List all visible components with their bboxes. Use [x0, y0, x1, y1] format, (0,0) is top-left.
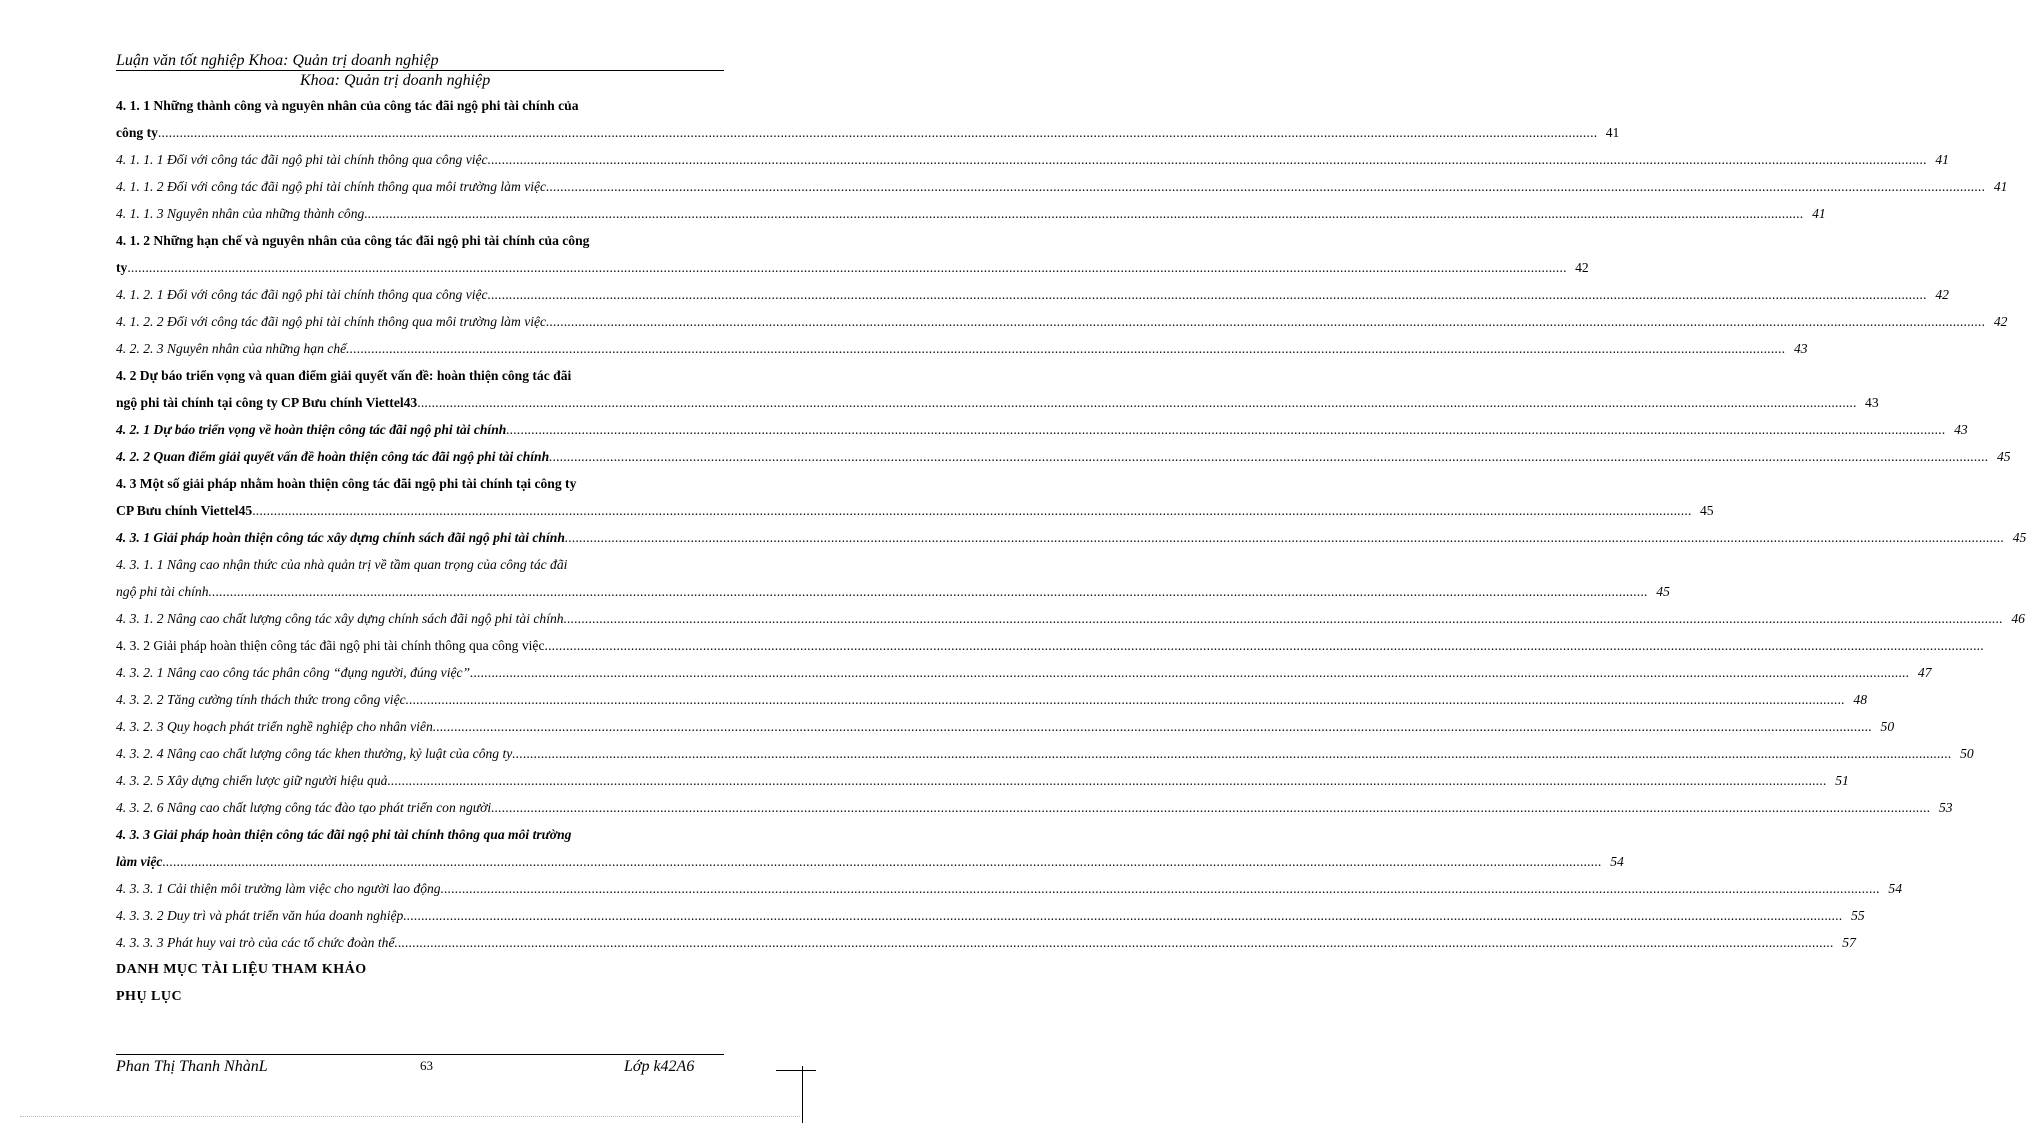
dot-leader: ................................................................................................................................................................................................................................................................................................................................................................................................................ [563, 611, 2003, 626]
dot-leader: ................................................................................................................................................................................................................................................................................................................................................................................................................ [403, 908, 1843, 923]
toc-entry-title: 4. 1. 1. 3 Nguyên nhân của những thành công [116, 206, 365, 221]
toc-entry-line[interactable] [116, 848, 1624, 875]
dot-leader: ................................................................................................................................................................................................................................................................................................................................................................................................................ [157, 125, 1598, 140]
toc-entry-title: 4. 3. 1. 2 Nâng cao chất lượng công tác xây dựng chính sách đãi ngộ phi tài chính [116, 611, 564, 626]
toc-page-number: 54 [1888, 881, 1902, 896]
toc-entry-line[interactable] [116, 821, 756, 848]
toc-entry-title: 4. 1. 1. 1 Đối với công tác đãi ngộ phi tài chính thông qua công việc [116, 152, 488, 167]
toc-page-number: 42 [1993, 314, 2008, 329]
toc-entry-title: 4. 3. 2. 1 Nâng cao công tác phân công “đụng người, đúng việc” [116, 665, 471, 680]
footer-class: Lớp k42A6 [624, 1058, 695, 1075]
dot-leader: ................................................................................................................................................................................................................................................................................................................................................................................................................ [394, 935, 1834, 950]
toc-page-number: 43 [1865, 395, 1879, 410]
footer-rule [116, 1054, 724, 1055]
dot-leader: ................................................................................................................................................................................................................................................................................................................................................................................................................ [252, 503, 1692, 518]
toc-page-number: 55 [1851, 908, 1865, 923]
toc-entry-title: 4. 2 Dự báo triển vọng và quan điểm giải quyết vấn đề: hoàn thiện công tác đãi [116, 368, 572, 383]
header-line-2: Khoa: Quản trị doanh nghiệp [300, 72, 491, 89]
toc-page-number: 53 [1938, 800, 1953, 815]
toc-page-number: 45 [1996, 449, 2011, 464]
toc-entry-title: 4. 2. 1 Dự báo triển vọng về hoàn thiện công tác đãi ngộ phi tài chính [116, 422, 507, 437]
toc-entry-title: 4. 2. 2 Quan điểm giải quyết vấn đề hoàn thiện công tác đãi ngộ phi tài chính [116, 449, 550, 464]
toc-entry-title-cont: làm việc [116, 854, 163, 869]
toc-entry[interactable] [116, 686, 1868, 713]
dot-leader: ................................................................................................................................................................................................................................................................................................................................................................................................................ [549, 449, 1989, 464]
toc-entry[interactable] [116, 173, 2008, 200]
toc-page-number: 47 [1917, 665, 1932, 680]
toc-entry-title-cont: công ty [116, 125, 158, 140]
dot-leader: ................................................................................................................................................................................................................................................................................................................................................................................................................ [546, 179, 1986, 194]
toc-entry-title: 4. 3. 2. 5 Xây dựng chiến lược giữ người hiệu quả [116, 773, 388, 788]
toc-entry-title: 4. 3. 2. 2 Tăng cường tính thách thức trong công việc [116, 692, 406, 707]
dot-leader: ................................................................................................................................................................................................................................................................................................................................................................................................................ [127, 260, 1567, 275]
toc-entry[interactable] [116, 794, 1953, 821]
toc-page-number: 50 [1880, 719, 1895, 734]
toc-entry[interactable] [116, 659, 1932, 686]
toc-entry-title: 4. 3. 1 Giải pháp hoàn thiện công tác xây dựng chính sách đãi ngộ phi tài chính [116, 530, 565, 545]
toc-entry[interactable] [116, 200, 1826, 227]
toc-entry-title: 4. 3. 3. 1 Cải thiện môi trường làm việc cho người lao động [116, 881, 441, 896]
toc-entry[interactable] [116, 308, 2008, 335]
crop-mark-horizontal [776, 1070, 816, 1071]
dot-leader: ................................................................................................................................................................................................................................................................................................................................................................................................................ [364, 206, 1804, 221]
toc-entry[interactable] [116, 335, 1808, 362]
dot-leader: ................................................................................................................................................................................................................................................................................................................................................................................................................ [564, 530, 2005, 545]
toc-page-number: 48 [1853, 692, 1868, 707]
toc-entry-title-cont: ngộ phi tài chính [116, 584, 209, 599]
toc-entry[interactable] [116, 902, 1865, 929]
dot-leader: ................................................................................................................................................................................................................................................................................................................................................................................................................ [544, 638, 1984, 653]
toc-entry[interactable] [116, 281, 1949, 308]
toc-page-number: 42 [1575, 260, 1589, 275]
toc-page-number: 57 [1842, 935, 1856, 950]
toc-page-number: 41 [1812, 206, 1826, 221]
dot-leader: ................................................................................................................................................................................................................................................................................................................................................................................................................ [440, 881, 1880, 896]
toc-entry[interactable] [116, 929, 1856, 956]
toc-entry[interactable] [116, 605, 2025, 632]
toc-page-number: 45 [2012, 530, 2026, 545]
footer-author: Phan Thị Thanh NhànL [116, 1058, 268, 1075]
toc-entry-line[interactable] [116, 578, 1670, 605]
toc-entry[interactable] [116, 524, 2026, 551]
crop-mark-vertical [802, 1066, 803, 1123]
dot-leader: ................................................................................................................................................................................................................................................................................................................................................................................................................ [432, 719, 1873, 734]
bottom-dotted-edge [20, 1116, 800, 1117]
toc-page-number: 51 [1835, 773, 1849, 788]
toc-entry[interactable] [116, 416, 1968, 443]
dot-leader: ................................................................................................................................................................................................................................................................................................................................................................................................................ [470, 665, 1910, 680]
toc-entry-title: 4. 3. 3 Giải pháp hoàn thiện công tác đãi ngộ phi tài chính thông qua môi trường [116, 827, 572, 842]
toc-entry-line[interactable] [116, 227, 756, 254]
header-rule [116, 70, 724, 71]
toc-page-number: 54 [1610, 854, 1624, 869]
dot-leader: ................................................................................................................................................................................................................................................................................................................................................................................................................ [387, 773, 1827, 788]
toc-page-number: 41 [1935, 152, 1949, 167]
toc-entry[interactable] [116, 740, 1974, 767]
toc-entry-title: 4. 1. 1. 2 Đối với công tác đãi ngộ phi tài chính thông qua môi trường làm việc [116, 179, 547, 194]
table-of-contents [116, 92, 2026, 1010]
dot-leader: ................................................................................................................................................................................................................................................................................................................................................................................................................ [417, 395, 1857, 410]
toc-entry-title: 4. 3. 3. 2 Duy trì và phát triển văn húa doanh nghiệp [116, 908, 404, 923]
dot-leader: ................................................................................................................................................................................................................................................................................................................................................................................................................ [208, 584, 1648, 599]
toc-page-number: 50 [1960, 746, 1974, 761]
toc-entry-line[interactable] [116, 389, 1879, 416]
dot-leader: ................................................................................................................................................................................................................................................................................................................................................................................................................ [512, 746, 1952, 761]
dot-leader: ................................................................................................................................................................................................................................................................................................................................................................................................................ [487, 287, 1927, 302]
toc-entry-title: 4. 3. 1. 1 Nâng cao nhận thức của nhà quản trị về tầm quan trọng của công tác đãi [116, 557, 568, 572]
toc-page-number: 41 [1993, 179, 2008, 194]
dot-leader: ................................................................................................................................................................................................................................................................................................................................................................................................................ [546, 314, 1986, 329]
toc-entry[interactable] [116, 443, 2011, 470]
toc-entry-line[interactable] [116, 362, 756, 389]
toc-entry-title: 4. 1. 2. 1 Đối với công tác đãi ngộ phi tài chính thông qua công việc [116, 287, 488, 302]
references-heading[interactable]: DANH MỤC TÀI LIỆU THAM KHẢO [116, 962, 367, 977]
toc-entry[interactable] [116, 767, 1849, 794]
toc-page-number: 45 [1656, 584, 1670, 599]
toc-entry-title: 4. 2. 2. 3 Nguyên nhân của những hạn chế [116, 341, 347, 356]
toc-entry-title: 4. 1. 2 Những hạn chế và nguyên nhân của công tác đãi ngộ phi tài chính của công [116, 233, 590, 248]
toc-entry[interactable] [116, 875, 1902, 902]
dot-leader: ................................................................................................................................................................................................................................................................................................................................................................................................................ [405, 692, 1846, 707]
toc-entry-line[interactable] [116, 254, 1589, 281]
dot-leader: ................................................................................................................................................................................................................................................................................................................................................................................................................ [506, 422, 1946, 437]
toc-entry-line[interactable] [116, 470, 756, 497]
toc-entry-title: 4. 3. 2. 4 Nâng cao chất lượng công tác khen thưởng, kỷ luật của công ty [116, 746, 513, 761]
dot-leader: ................................................................................................................................................................................................................................................................................................................................................................................................................ [162, 854, 1602, 869]
toc-entry-line[interactable] [116, 551, 756, 578]
toc-entry-title-cont: ty [116, 260, 128, 275]
footer-page-number: 63 [420, 1058, 433, 1073]
toc-entry[interactable] [116, 632, 1984, 659]
toc-page-number: 42 [1935, 287, 1949, 302]
toc-page-number: 41 [1605, 125, 1620, 140]
toc-entry-line[interactable] [116, 119, 1620, 146]
toc-entry[interactable] [116, 146, 1949, 173]
toc-entry-title: 4. 3. 3. 3 Phát huy vai trò của các tổ chức đoàn thể [116, 935, 395, 950]
toc-page-number: 43 [1954, 422, 1968, 437]
toc-entry-title-cont: CP Bưu chính Viettel45 [116, 503, 253, 518]
toc-entry-line[interactable] [116, 92, 756, 119]
toc-page-number: 45 [1699, 503, 1714, 518]
toc-entry-title: 4. 3. 2. 6 Nâng cao chất lượng công tác đào tạo phát triển con người [116, 800, 492, 815]
toc-entry-title: 4. 3. 2 Giải pháp hoàn thiện công tác đãi ngộ phi tài chính thông qua công việc [116, 638, 545, 653]
dot-leader: ................................................................................................................................................................................................................................................................................................................................................................................................................ [346, 341, 1786, 356]
header-line-1: Luận văn tốt nghiệp Khoa: Quản trị doanh nghiệp [116, 52, 439, 69]
toc-entry-title: 4. 3. 2. 3 Quy hoạch phát triển nghề nghiệp cho nhân viên [116, 719, 433, 734]
dot-leader: ................................................................................................................................................................................................................................................................................................................................................................................................................ [487, 152, 1927, 167]
toc-page-number: 46 [2011, 611, 2025, 626]
appendix-heading[interactable]: PHỤ LỤC [116, 989, 183, 1004]
toc-entry-title-cont: ngộ phi tài chính tại công ty CP Bưu chính Viettel43 [116, 395, 418, 410]
dot-leader: ................................................................................................................................................................................................................................................................................................................................................................................................................ [491, 800, 1931, 815]
toc-entry-line[interactable] [116, 497, 1714, 524]
toc-entry-title: 4. 1. 1 Những thành công và nguyên nhân của công tác đãi ngộ phi tài chính của [116, 98, 579, 113]
toc-entry-title: 4. 3 Một số giải pháp nhằm hoàn thiện công tác đãi ngộ phi tài chính tại công ty [116, 476, 577, 491]
toc-entry-title: 4. 1. 2. 2 Đối với công tác đãi ngộ phi tài chính thông qua môi trường làm việc [116, 314, 547, 329]
toc-page-number: 43 [1793, 341, 1808, 356]
toc-entry[interactable] [116, 713, 1895, 740]
